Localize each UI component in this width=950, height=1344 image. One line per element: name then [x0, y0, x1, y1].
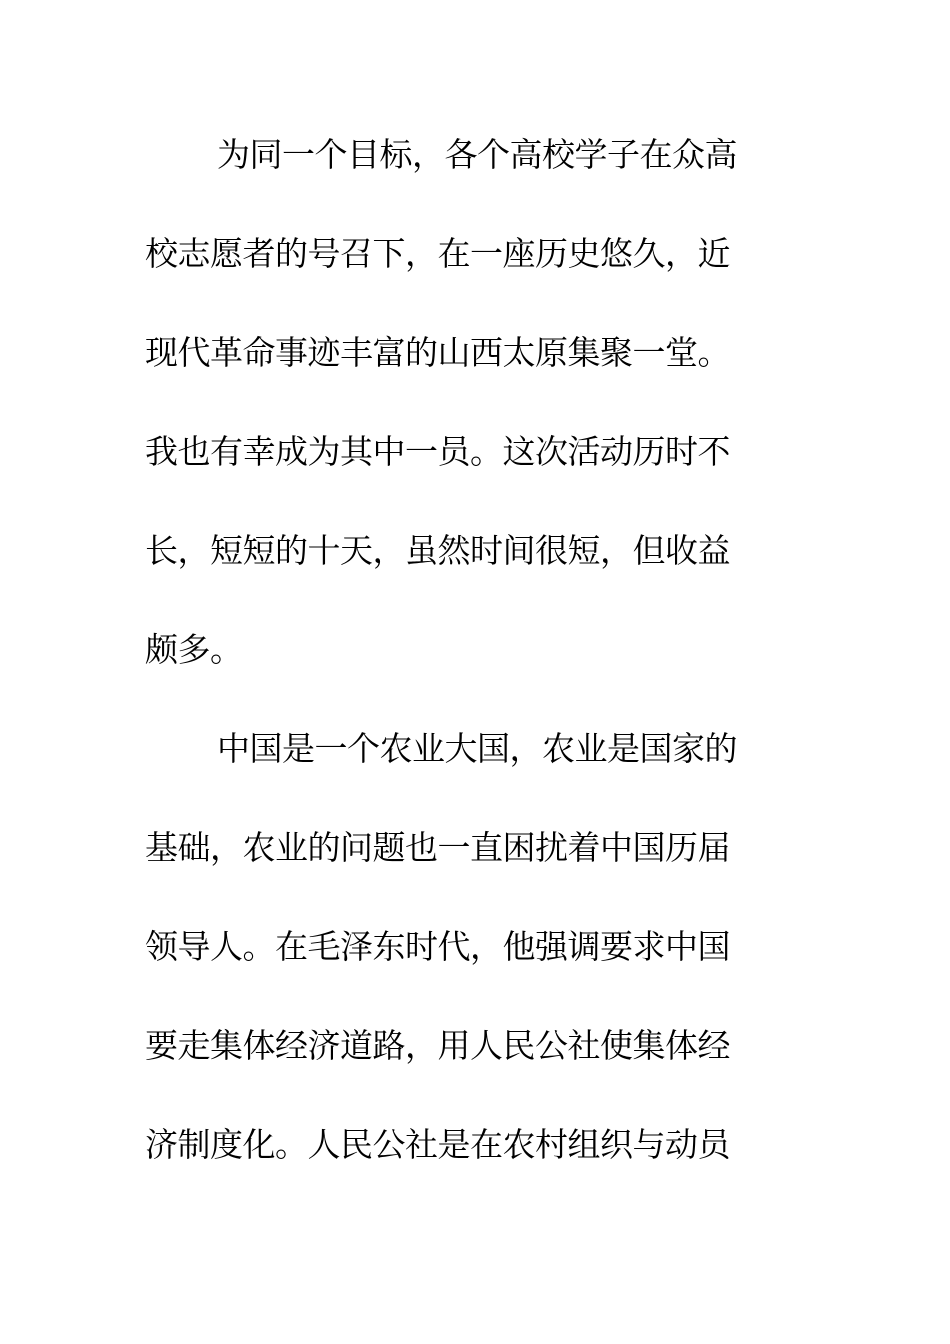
text-line: 我也有幸成为其中一员。这次活动历时不 — [145, 432, 730, 471]
text-line: 颇多。 — [145, 630, 243, 669]
text-line: 为同一个目标，各个高校学子在众高 — [217, 135, 737, 174]
text-line: 长，短短的十天，虽然时间很短，但收益 — [145, 531, 730, 570]
text-line: 要走集体经济道路，用人民公社使集体经 — [145, 1026, 730, 1065]
text-line: 现代革命事迹丰富的山西太原集聚一堂。 — [145, 333, 730, 372]
text-line: 中国是一个农业大国，农业是国家的 — [217, 729, 737, 768]
text-line: 基础，农业的问题也一直困扰着中国历届 — [145, 828, 730, 867]
text-line: 济制度化。人民公社是在农村组织与动员 — [145, 1125, 730, 1164]
body-text — [145, 123, 805, 1212]
text-line: 领导人。在毛泽东时代，他强调要求中国 — [145, 927, 730, 966]
text-line: 校志愿者的号召下，在一座历史悠久，近 — [145, 234, 730, 273]
